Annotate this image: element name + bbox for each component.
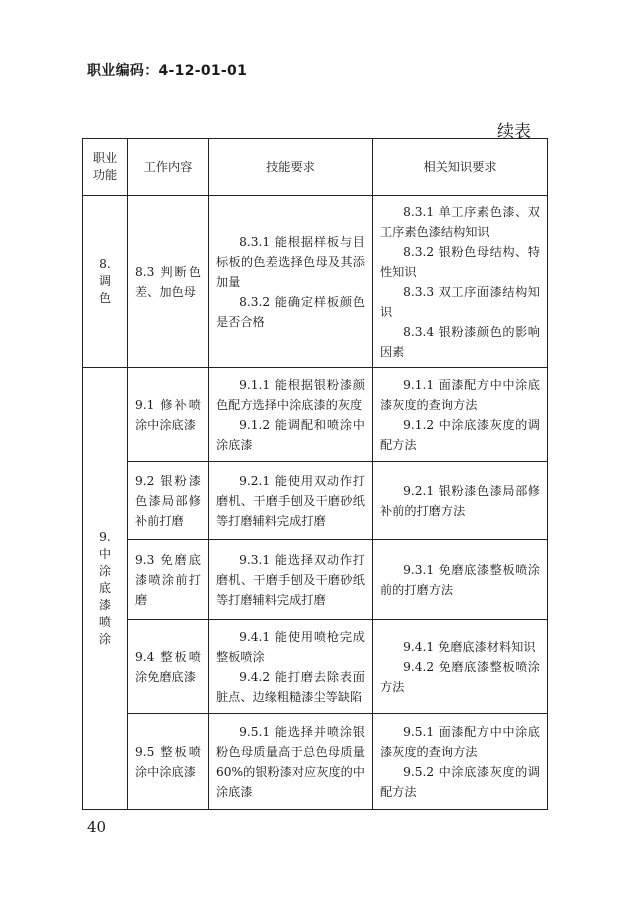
work-content-cell: 9.4 整板喷涂免磨底漆 [128, 620, 209, 714]
skills-cell [209, 714, 373, 810]
knowledge-item: 9.5.1 面漆配方中中涂底漆灰度的查询方法 [380, 724, 540, 759]
skill-item: 9.5.1 能选择并喷涂银粉色母质量高于总色母质量60%的银粉漆对应灰度的中涂底漆 [216, 724, 365, 799]
skill-item: 8.3.2 能确定样板颜色是否合格 [216, 294, 365, 329]
skill-item: 9.3.1 能选择双动作打磨机、干磨手刨及干磨砂纸等打磨辅料完成打磨 [216, 552, 365, 607]
knowledge-cell [373, 714, 548, 810]
skill-item: 8.3.1 能根据样板与目标板的色差选择色母及其添加量 [216, 234, 365, 289]
header-knowledge: 相关知识要求 [373, 139, 548, 196]
work-content-cell: 9.3 免磨底漆喷涂前打磨 [128, 540, 209, 620]
knowledge-item: 9.1.2 中涂底漆灰度的调配方法 [380, 417, 540, 452]
knowledge-item: 9.4.1 免磨底漆材料知识 [403, 639, 536, 654]
skills-cell [209, 540, 373, 620]
work-content-cell: 8.3 判断色差、加色母 [128, 196, 209, 368]
skill-item: 9.4.2 能打磨去除表面脏点、边缘粗糙漆尘等缺陷 [216, 669, 365, 704]
table-row [83, 368, 548, 462]
function-cell: 9. 中涂底漆喷涂 [83, 368, 128, 810]
work-content-cell: 9.1 修补喷涂中涂底漆 [128, 368, 209, 462]
skills-table [82, 138, 548, 810]
knowledge-item: 8.3.2 银粉色母结构、特性知识 [380, 244, 540, 279]
function-cell: 8. 调色 [83, 196, 128, 368]
skills-cell [209, 462, 373, 540]
knowledge-cell [373, 462, 548, 540]
table-row [83, 196, 548, 368]
table-row [83, 714, 548, 810]
knowledge-cell [373, 368, 548, 462]
knowledge-item: 9.3.1 免磨底漆整板喷涂前的打磨方法 [380, 562, 540, 597]
knowledge-item: 9.5.2 中涂底漆灰度的调配方法 [380, 764, 540, 799]
knowledge-item: 8.3.1 单工序素色漆、双工序素色漆结构知识 [380, 204, 540, 239]
table-row [83, 620, 548, 714]
skills-cell [209, 620, 373, 714]
skill-item: 9.1.1 能根据银粉漆颜色配方选择中涂底漆的灰度 [216, 377, 365, 412]
header-function: 职业功能 [83, 139, 128, 196]
table-row [83, 540, 548, 620]
knowledge-item: 9.4.2 免磨底漆整板喷涂方法 [380, 659, 540, 694]
continued-label: 续表 [497, 122, 531, 142]
table-header-row [83, 139, 548, 196]
work-content-cell: 9.5 整板喷涂中涂底漆 [128, 714, 209, 810]
header-work: 工作内容 [128, 139, 209, 196]
skills-cell [209, 368, 373, 462]
knowledge-item: 8.3.4 银粉漆颜色的影响因素 [380, 324, 540, 359]
knowledge-item: 9.1.1 面漆配方中中涂底漆灰度的查询方法 [380, 377, 540, 412]
knowledge-cell [373, 540, 548, 620]
knowledge-cell [373, 620, 548, 714]
occupation-code: 职业编码：4-12-01-01 [87, 63, 248, 79]
skills-cell [209, 196, 373, 368]
page-number: 40 [87, 818, 107, 836]
table-row [83, 462, 548, 540]
skill-item: 9.1.2 能调配和喷涂中涂底漆 [216, 417, 365, 452]
knowledge-item: 8.3.3 双工序面漆结构知识 [380, 284, 540, 319]
header-skills: 技能要求 [209, 139, 373, 196]
skill-item: 9.2.1 能使用双动作打磨机、干磨手刨及干磨砂纸等打磨辅料完成打磨 [216, 473, 365, 528]
knowledge-cell [373, 196, 548, 368]
work-content-cell: 9.2 银粉漆色漆局部修补前打磨 [128, 462, 209, 540]
knowledge-item: 9.2.1 银粉漆色漆局部修补前的打磨方法 [380, 483, 540, 518]
skill-item: 9.4.1 能使用喷枪完成整板喷涂 [216, 629, 365, 664]
